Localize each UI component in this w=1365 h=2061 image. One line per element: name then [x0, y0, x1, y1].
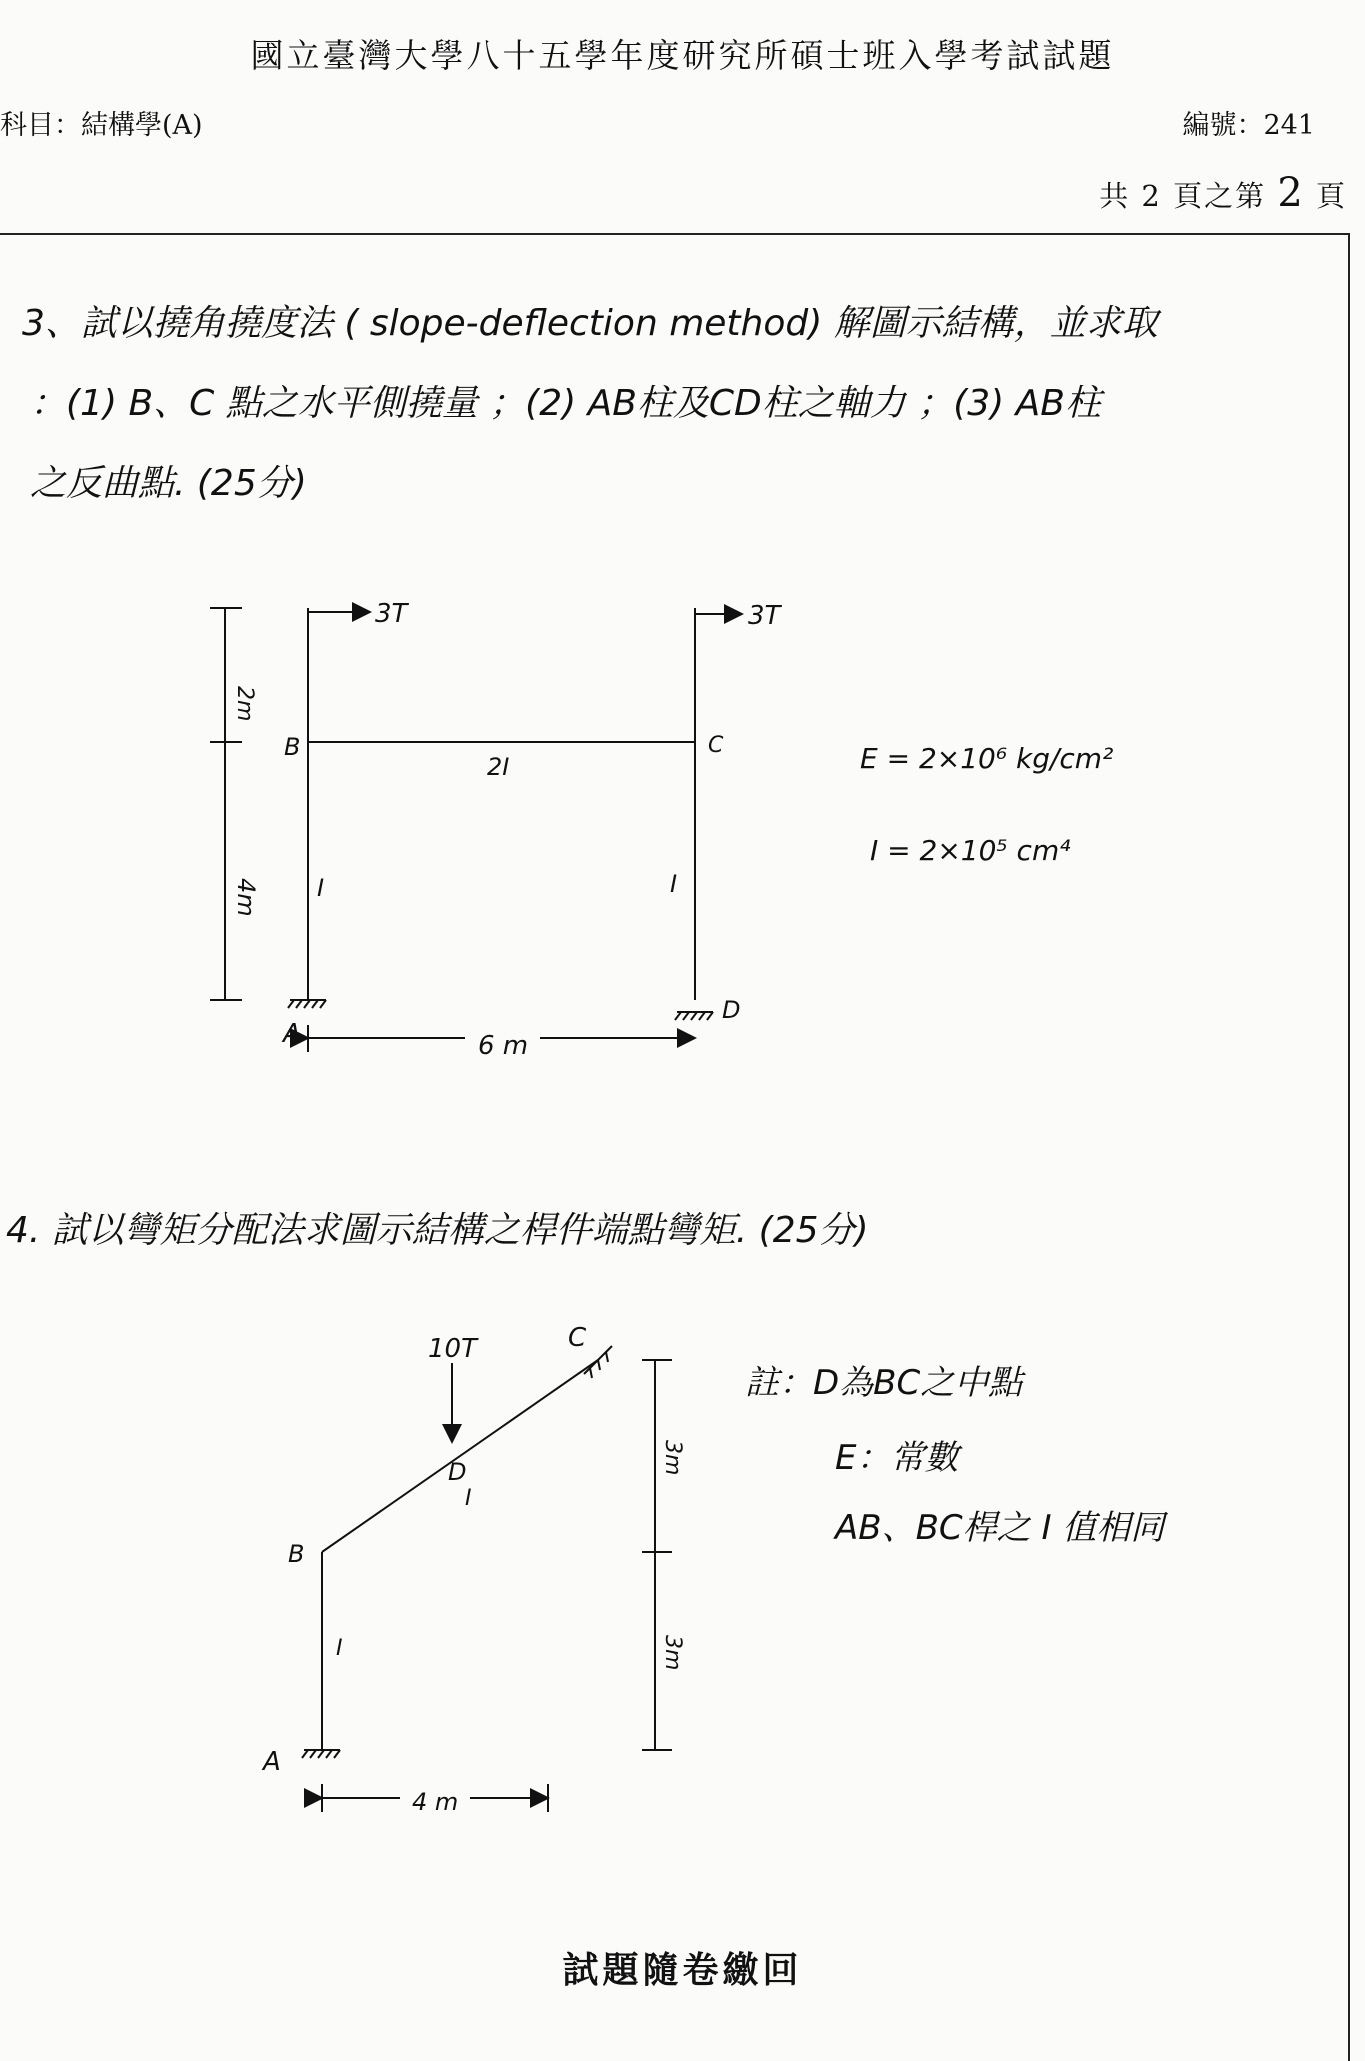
q3-frame-diagram: [210, 608, 742, 1052]
q4-node-d: D: [448, 1458, 467, 1486]
q3-beam-inertia: 2I: [487, 753, 510, 781]
q3-support-d: [675, 1012, 713, 1020]
q3-node-c: C: [708, 733, 724, 758]
q3-support-a: [288, 1000, 326, 1008]
q3-line-2: ：(1) B、C 點之水平側撓量 ；(2) AB柱及CD柱之軸力 ；(3) AB柱: [30, 383, 1101, 424]
q3-vertical-dimension: [210, 608, 242, 1000]
q3-load-c-label: 3T: [748, 601, 781, 631]
q3-dim-width: 6 m: [478, 1031, 529, 1061]
pages-current: 2: [1277, 170, 1305, 216]
q4-note-3: AB、BC桿之 I 值相同: [835, 1508, 1165, 1548]
q4-column-inertia: I: [336, 1636, 343, 1661]
q4-dim-upper: 3m: [660, 1440, 685, 1476]
q3-line-3: 之反曲點. (25分): [30, 463, 307, 504]
q4-node-b: B: [288, 1540, 305, 1568]
exam-code: 編號：241: [1182, 110, 1315, 141]
q3-node-b: B: [284, 733, 301, 761]
exam-title: 國立臺灣大學八十五學年度研究所碩士班入學考試試題: [250, 36, 1115, 75]
q3-elastic-modulus: E = 2×10⁶ kg/cm²: [860, 742, 1114, 775]
q4-node-a: A: [263, 1747, 281, 1777]
return-notice: 試題隨卷繳回: [562, 1949, 803, 1991]
q4-support-c: [584, 1346, 612, 1378]
q4-note-1: 註：D為BC之中點: [745, 1363, 1023, 1403]
q4-dim-lower: 3m: [660, 1635, 685, 1671]
q3-left-column-inertia: I: [317, 874, 325, 902]
q4-dim-width: 4 m: [412, 1788, 459, 1816]
pages-suffix: 頁: [1304, 179, 1347, 213]
q4-member-bc: [322, 1360, 598, 1552]
q3-line-1: 3、試以撓角撓度法 ( slope-deflection method) 解圖示結構，並求取: [22, 303, 1158, 344]
q3-dim-top: 2m: [232, 686, 257, 722]
q4-incline-inertia: I: [465, 1486, 472, 1511]
q3-moment-of-inertia: I = 2×10⁵ cm⁴: [870, 834, 1071, 867]
q4-load-label: 10T: [428, 1334, 477, 1364]
q4-frame-diagram: [302, 1346, 672, 1812]
q3-node-a: A: [283, 1019, 301, 1049]
q3-dim-bottom: 4m: [232, 878, 260, 917]
q4-note-2: E：常數: [835, 1438, 959, 1478]
q3-node-d: D: [722, 996, 741, 1024]
q3-right-column-inertia: I: [670, 870, 678, 898]
q4-node-c: C: [568, 1323, 587, 1353]
subject-label: 科目：結構學(A): [0, 110, 203, 141]
q4-vertical-dimension: [642, 1360, 672, 1750]
q4-support-a: [302, 1750, 340, 1758]
pages-prefix: 共 2 頁之第: [1099, 179, 1278, 213]
q4-line-1: 4. 試以彎矩分配法求圖示結構之桿件端點彎矩. (25分): [6, 1210, 869, 1251]
q3-load-b-label: 3T: [375, 599, 408, 629]
